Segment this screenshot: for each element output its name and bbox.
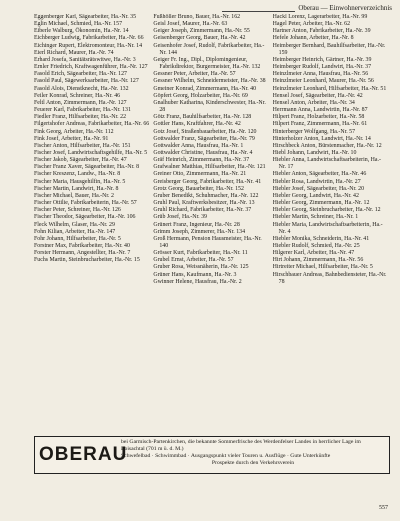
directory-entry: Filgertshofer Andreas, Fabrikarbeiter, Ha.-Nr. 66 xyxy=(34,121,150,128)
directory-entry: Geiger Fr. Ing., Dipl., Diplomingenieur, Fabrikdirektor, Burgermeister, Ha.-Nr. 132 xyxy=(153,56,261,71)
directory-entry: Gottwalder Christine, Hausfrau, Ha.-Nr. 4 xyxy=(153,149,253,156)
directory-entry: Fasold Paul, Sägewerksarbeiter, Ha.-Nr. 127 xyxy=(34,78,139,85)
directory-entry: Hackl Lorenz, Lagerarbeiter, Ha.-Nr. 99 xyxy=(272,14,368,20)
directory-entry: Feiler Konrad, Schreiner, Ha.-Nr. 46 xyxy=(34,92,121,99)
directory-entry: Hefele Johann, Arbeiter, Ha.-Nr. 8 xyxy=(272,35,354,42)
directory-entry: Hilpert Franz, Zimmermann, Ha.-Nr. 61 xyxy=(272,121,368,128)
directory-entry: Hilgerer Karl, Arbeiter, Ha.-Nr. 47 xyxy=(272,250,355,257)
directory-entry: Fink Georg, Arbeiter, Ha.-Nr. 112 xyxy=(34,128,114,135)
directory-entry: Fischer Kreszenz, Landw., Ha.-Nr. 8 xyxy=(34,171,121,178)
directory-entry: Hiebler Georg, Steinbrucharbeiter, Ha.-Nr. 12 xyxy=(272,207,381,214)
directory-entry: Fohr Johann, Hilfsarbeiter, Ha.-Nr. 5 xyxy=(34,235,121,242)
directory-entry: Gräf Heinrich, Zimmermann, Ha.-Nr. 37 xyxy=(153,157,250,164)
directory-entry: Forster Hermann, Angestellter, Ha.-Nr. 7 xyxy=(34,250,131,257)
directory-entry: Geisenberger Georg, Bauer, Ha.-Nr. 42 xyxy=(153,35,246,42)
directory-entry: Hirschbeck Anton, Bürstenmacher, Ha.-Nr. 12 xyxy=(272,142,382,149)
directory-entry: Eglin Michael, Schmied, Ha.-Nr. 157 xyxy=(34,21,123,28)
directory-entry: Hirt Johann, Zimmermann, Ha.-Nr. 56 xyxy=(272,257,364,264)
directory-entry: Fischer Jakob, Sägearbeiter, Ha.-Nr. 47 xyxy=(34,157,127,164)
directory-entry: Geiger Joseph, Zimmermann, Ha.-Nr. 55 xyxy=(153,28,250,35)
directory-entry: Gottwalder Anna, Hausfrau, Ha.-Nr. 1 xyxy=(153,142,244,149)
directory-entry: Eichinger Rupert, Elektromonteur, Ha.-Nr. 14 xyxy=(34,42,143,49)
directory-entry: Fischer Anton, Hilfsarbeiter, Ha.-Nr. 151 xyxy=(34,142,131,149)
directory-entry: Hensel Anton, Arbeiter, Ha.-Nr. 34 xyxy=(272,99,355,106)
directory-entry: Eiberle Walburg, Ökonomin, Ha.-Nr. 14 xyxy=(34,28,129,35)
directory-entry: Hiebler Rosa, Landwirtin, Ha.-Nr. 27 xyxy=(272,178,361,185)
directory-entry: Hiebler Josef, Sägearbeiter, Ha.-Nr. 20 xyxy=(272,185,365,192)
page-number: 557 xyxy=(379,505,388,511)
directory-entry: Herrmann Anna, Landwirtin, Ha.-Nr. 87 xyxy=(272,107,368,114)
directory-entry: Fink Josef, Arbeiter, Ha.-Nr. 91 xyxy=(34,135,109,142)
directory-entry: Hensel Josef, Sägearbeiter, Ha.-Nr. 42 xyxy=(272,92,363,99)
directory-entry: Hiebler Monika, Schneiderin, Ha.-Nr. 41 xyxy=(272,235,370,242)
directory-entry: Fasold Erich, Sägearbeiter, Ha.-Nr. 127 xyxy=(34,71,128,78)
directory-entry: Hiebler Georg, Zimmermann, Ha.-Nr. 12 xyxy=(272,200,370,207)
directory-entry: Göpfert Georg, Holzarbeiter, Ha.-Nr. 69 xyxy=(153,92,248,99)
ad-text xyxy=(121,439,385,467)
ad-title: OBERAU xyxy=(39,444,128,465)
directory-entry: Gmeiner Konrad, Zimmermann, Ha.-Nr. 40 xyxy=(153,85,257,92)
directory-entry: Grotz Georg, Bauarbeiter, Ha.-Nr. 152 xyxy=(153,185,244,192)
directory-entry: Hagel Peter, Arbeiter, Ha.-Nr. 62 xyxy=(272,21,351,28)
ad-line-3: Prospekte durch den Verkehrsverein xyxy=(211,460,295,466)
directory-entry: Hartner Anton, Fabrikarbeiter, Ha.-Nr. 39 xyxy=(272,28,371,35)
directory-entry: Fischer Peter, Schreiner, Ha.-Nr. 126 xyxy=(34,207,121,214)
directory-entry: Hirschbauer Andreas, Bahnbediensteter, Ha.-Nr. 78 xyxy=(272,271,387,285)
directory-entry: Gruhl Paul, Kraftwerksbesitzer, Ha.-Nr. 13 xyxy=(153,200,255,207)
column-3 xyxy=(273,14,388,407)
directory-entry: Feuerer Karl, Fabrikarbeiter, Ha.-Nr. 131 xyxy=(34,107,131,114)
directory-entry: Grüner Hans, Kaufmann, Ha.-Nr. 3 xyxy=(153,271,237,278)
directory-entry: Hilpert Franz, Holzarbeiter, Ha.-Nr. 58 xyxy=(272,114,365,121)
directory-entry: Geisenhofer Josef, Rudolf, Fabrikarbeiter, Ha.-Nr. 144 xyxy=(153,42,265,56)
directory-entry: Heinzlmeier Leonhard, Maurer, Ha.-Nr. 56 xyxy=(272,78,374,85)
directory-entry: Hiebl Johann, Landwirt, Ha.-Nr. 10 xyxy=(272,149,357,156)
directory-entry: Heinzlmeier Leonhard, Hilfsarbeiter, Ha.-Nr. 51 xyxy=(272,85,387,92)
directory-entry: Fischer Franz Xaver, Sägearbeiter, Ha.-Nr. 8 xyxy=(34,164,140,171)
directory-entry: Heinzlmeier Anna, Hausfrau, Ha.-Nr. 56 xyxy=(272,71,369,78)
directory-entry: Eichberger Ludwig, Fabrikarbeiter, Ha.-Nr. 66 xyxy=(34,35,144,42)
header-title: Oberau — Einwohnerverzeichnis xyxy=(295,4,392,12)
directory-entry: Götz Franz, Bauhilfsarbeiter, Ha.-Nr. 128 xyxy=(153,114,252,121)
directory-entry: Eggenberger Karl, Sägearbeiter, Ha.-Nr. 35 xyxy=(34,14,137,20)
directory-entry: Greisberger Georg, Fabrikarbeiter, Ha.-Nr. 41 xyxy=(153,178,262,185)
directory-entry: Gottwalder Franz, Sägearbeiter, Ha.-Nr. 79 xyxy=(153,135,255,142)
directory-entry: Fohn Kilian, Arbeiter, Ha.-Nr. 147 xyxy=(34,228,116,235)
directory-entry: Hiebler Martin, Schreiner, Ha.-Nr. 1 xyxy=(272,214,359,221)
directory-entry: Gnalhuber Katharina, Kinderschwester, Ha.-Nr. 28 xyxy=(153,99,266,114)
directory-entry: Hinterholzer Anton, Landwirt, Ha.-Nr. 14 xyxy=(272,135,371,142)
directory-entry: Fischer Josef, Landwirtschaftsgehilfe, Ha.-Nr. 5 xyxy=(34,149,148,156)
advertisement-box xyxy=(34,436,390,474)
directory-entry: Fasold Alois, Dienstknecht, Ha.-Nr. 132 xyxy=(34,85,129,92)
directory-entry: Forstner Max, Fabrikarbeiter, Ha.-Nr. 40 xyxy=(34,243,130,249)
directory-entry: Fleck Wilhelm, Glaser, Ha.-Nr. 29 xyxy=(34,221,115,228)
directory-entry: Heimberger Bernhard, Bauhilfsarbeiter, Ha.-Nr. 159 xyxy=(272,42,386,56)
directory-columns xyxy=(34,14,388,407)
directory-entry: Hiebler Rudolf, Schmied, Ha.-Nr. 25 xyxy=(272,243,360,249)
directory-entry: Groß Hermann, Pension Hausmeister, Ha.-Nr. 140 xyxy=(153,235,262,249)
column-2 xyxy=(153,14,268,407)
directory-entry: Hinterberger Wolfgang, Ha.-Nr. 57 xyxy=(272,128,356,135)
directory-entry: Heimberger Heinrich, Gärtner, Ha.-Nr. 39 xyxy=(272,56,372,63)
directory-entry: Hiebler Anna, Landwirtschaftsarbeiterin, Ha.-Nr. 17 xyxy=(272,157,381,171)
directory-entry: Gottler Hans, Kraftfahrer, Ha.-Nr. 42 xyxy=(153,121,241,128)
directory-entry: Grimm Joseph, Zimmerer, Ha.-Nr. 134 xyxy=(153,228,246,235)
directory-entry: Fischer Ottilie, Fabrikarbeiterin, Ha.-Nr. 57 xyxy=(34,200,137,207)
directory-entry: Erhard Josefa, Sanitätsrätswitwe, Ha.-Nr. 3 xyxy=(34,56,136,63)
directory-entry: Grünert Franz, Ingenieur, Ha.-Nr. 28 xyxy=(153,221,240,228)
directory-entry: Gessner Peter, Arbeiter, Ha.-Nr. 57 xyxy=(153,71,236,78)
directory-entry: Feltl Anton, Zimmermann, Ha.-Nr. 127 xyxy=(34,99,127,106)
directory-entry: Eierl Richard, Maurer, Ha.-Nr. 74 xyxy=(34,49,114,56)
directory-entry: Hirtreiter Michael, Hilfsarbeiter, Ha.-Nr. 5 xyxy=(272,264,373,271)
directory-entry: Fiedler Franz, Hilfsarbeiter, Ha.-Nr. 22 xyxy=(34,114,127,121)
directory-entry: Grüb Josef, Ha.-Nr. 39 xyxy=(153,214,207,221)
directory-entry: Grösser Kurt, Fabrikarbeiter, Ha.-Nr. 11 xyxy=(153,250,248,257)
directory-entry: Fischer Theodor, Sägearbeiter, Ha.-Nr. 106 xyxy=(34,214,136,221)
directory-entry: Fischer Martin, Landwirt, Ha.-Nr. 8 xyxy=(34,185,119,192)
directory-entry: Gruber Rosa, Weissnäherin, Ha.-Nr. 125 xyxy=(153,264,249,271)
directory-entry: Hiebler Georg, Landwirt, Ha.-Nr. 42 xyxy=(272,192,359,199)
directory-entry: Gessner Wilhelm, Schneidermeister, Ha.-Nr. 38 xyxy=(153,78,266,85)
directory-entry: Fußhöller Bruno, Bauer, Ha.-Nr. 162 xyxy=(153,14,241,20)
directory-entry: Fischer Michael, Bauer, Ha.-Nr. 2 xyxy=(34,192,114,199)
directory-entry: Gruhl Richard, Fabrikarbeiter, Ha.-Nr. 37 xyxy=(153,207,252,214)
directory-entry: Grubel Ernst, Arbeiter, Ha.-Nr. 57 xyxy=(153,257,234,264)
directory-entry: Ernler Friedrich, Kraftwagenführer, Ha.-Nr. 127 xyxy=(34,64,148,71)
ad-line-1: bei Garmisch-Partenkirchen, die bekannte Sommerfrische des Werdenfelser Landes in herrlicher Lage im Loisachtal (701 m ü. d. M.) xyxy=(121,439,361,452)
directory-entry: Fuchs Martin, Steinbrucharbeiter, Ha.-Nr. 15 xyxy=(34,257,140,264)
directory-entry: Gotz Josef, Straßenbauarbeiter, Ha.-Nr. 120 xyxy=(153,128,257,135)
directory-entry: Gruber Benedikt, Schuhmacher, Ha.-Nr. 122 xyxy=(153,192,259,199)
running-header xyxy=(222,4,392,12)
directory-entry: Gwinner Helene, Hausfrau, Ha.-Nr. 2 xyxy=(153,278,242,285)
directory-entry: Hiebler Maria, Landwirtschaftsarbeiterin, Ha.-Nr. 4 xyxy=(272,221,383,235)
directory-entry: Greiner Otto, Zimmermann, Ha.-Nr. 21 xyxy=(153,171,247,178)
directory-entry: Grafwalner Matthias, Hilfsarbeiter, Ha.-Nr. 121 xyxy=(153,164,266,171)
directory-entry: Hiebler Anton, Sägearbeiter, Ha.-Nr. 46 xyxy=(272,171,367,178)
directory-entry: Geisl Josef, Maurer, Ha.-Nr. 63 xyxy=(153,21,228,28)
column-1 xyxy=(34,14,149,407)
directory-entry: Fischer Maria, Hausgehilfin, Ha.-Nr. 5 xyxy=(34,178,126,185)
ad-line-2: Schwefelbad · Schwimmbad · Ausgangspunkt vieler Touren u. Ausflüge · Gute Unterkünfte xyxy=(121,453,331,459)
directory-entry: Heimberger Rudolf, Landwirt, Ha.-Nr. 37 xyxy=(272,64,372,71)
